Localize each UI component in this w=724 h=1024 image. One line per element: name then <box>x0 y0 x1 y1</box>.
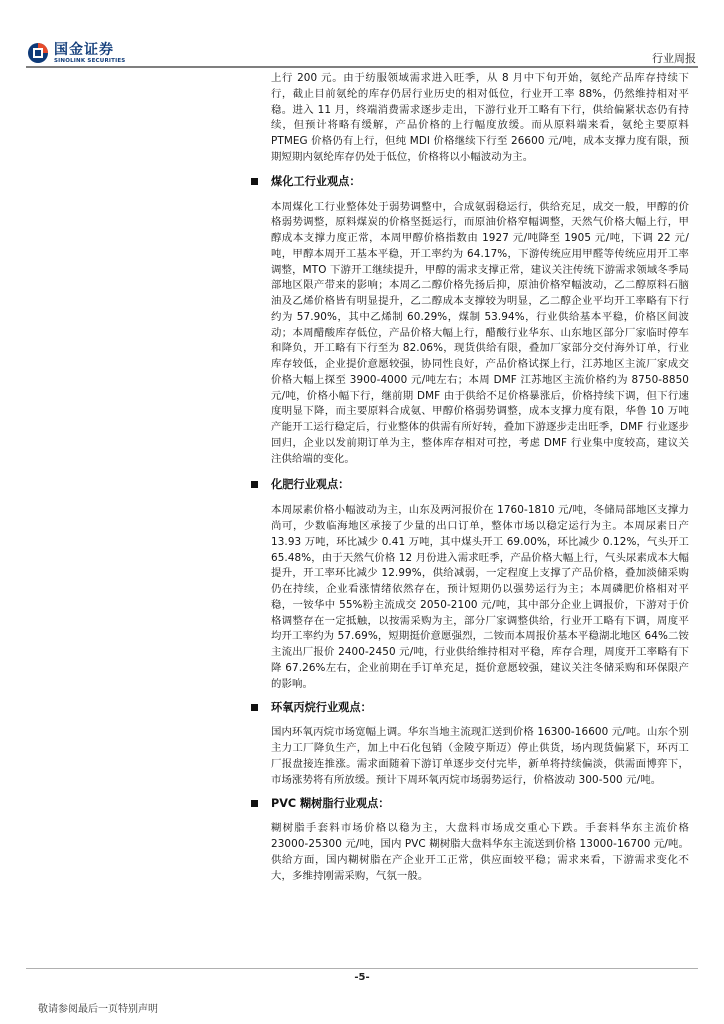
section-heading <box>271 174 689 190</box>
section-pvc-paste-resin <box>271 796 689 884</box>
section-spandex-continued <box>271 71 689 166</box>
section-paragraph: 糊树脂手套料市场价格以稳为主，大盘料市场成交重心下跌。手套料华东主流价格 23000-25300 元/吨，国内 PVC 糊树脂大盘料华东主流送到价格 13000-16700 元/吨。供给方面，国内糊树脂在产企业开工正常，供应面较平稳；需求来看，下游需求变化不 大，多维持刚需采购，气氛一般。 <box>271 822 689 882</box>
header-divider <box>26 66 698 68</box>
disclaimer-note: 敬请参阅最后一页特别声明 <box>38 1004 158 1015</box>
bullet-square-icon <box>251 800 258 807</box>
section-paragraph: 国内环氧丙烷市场宽幅上调。华东当地主流现汇送到价格 16300-16600 元/吨。山东个别主力工厂降负生产，加上中石化包销（金陵亨斯迈）停止供货，场内现货偏紧下，环丙工厂报盘接连推涨。需求面随着下游订单逐步交付完毕，新单将持续偏淡，供需面博弈下，市场涨势将有所放缓。预计下周环氧丙烷市场弱势运行，价格波动 300-500 元/吨。 <box>271 726 689 786</box>
sinolink-logo-icon <box>27 42 49 64</box>
section-propylene-oxide <box>271 700 689 788</box>
page-number: -5- <box>354 972 370 983</box>
logo-english-name: SINOLINK SECURITIES <box>54 57 126 64</box>
section-heading-text: 煤化工行业观点： <box>271 174 361 188</box>
bullet-square-icon <box>251 704 258 711</box>
section-fertilizer <box>271 477 689 692</box>
section-paragraph: 本周尿素价格小幅波动为主，山东及两河报价在 1760-1810 元/吨，冬储局部地区支撑力尚可，少数临海地区承接了少量的出口订单，整体市场以稳定运行为主。本周尿素日产 13.93 万吨，环比减少 0.41 万吨，其中煤头开工 69.00%，环比减少 0.12%，气头开工 65.48%，由于天然气价格 12 月份进入需求旺季，产品价格大幅上行，气头尿素成本大幅提升，开工率环比减少 12.99%，供给减弱，一定程度上支撑了产品价格，叠加淡储采购仍在持续，企业看涨情绪依然存在，预计短期仍以强势运行为主；本周磷肥价格相对平稳，一铵华中 55%粉主流成交 2050-2100 元/吨，其中部分企业上调报价，下游对于价格调整存在一定抵触，以按需采购为主，部分厂家调整供给，行业开工略有下调，周度平均开工率约为 57.69%，短期挺价意愿强烈，二铵而本周报价基本平稳湖北地区 64%二铵主流出厂报价 2400-2450 元/吨，行业供给维持相对平稳，库存合理，周度开工率略有下降 67.26%左右，企业前期在手订单充足，挺价意愿较强，建议关注冬储采购和环保限产的影响。 <box>271 504 689 690</box>
company-logo <box>27 38 125 68</box>
footer-divider <box>26 968 698 969</box>
section-paragraph: 上行 200 元。由于纺服领域需求进入旺季，从 8 月中下旬开始，氨纶产品库存持续下行，截止目前氨纶的库存仍居行业历史的相对低位，行业开工率 88%，仍然维持相对平稳。进入 11 月，终端消费需求逐步走出，下游行业开工略有下行，供给偏紧状态仍有持续，但预计将略有缓解，产品价格的上行幅度放缓。而从原料端来看，氨纶主要原料 PTMEG 价格仍有上行，但纯 MDI 价格继续下行至 26600 元/吨，成本支撑力度有限，预期短期内氨纶库存仍处于低位，价格将以小幅波动为主。 <box>271 72 689 163</box>
bullet-square-icon <box>251 481 258 488</box>
section-heading <box>271 796 689 812</box>
page-header <box>0 0 724 72</box>
section-heading-text: 环氧丙烷行业观点： <box>271 701 372 715</box>
section-heading <box>271 477 689 493</box>
main-content <box>271 70 689 884</box>
section-paragraph: 本周煤化工行业整体处于弱势调整中，合成氨弱稳运行，供给充足，成交一般，甲醇的价格弱势调整，原料煤炭的价格坚挺运行，而原油价格窄幅调整，天然气价格大幅上行，甲醇成本支撑力度正常，本周甲醇价格指数由 1927 元/吨降至 1905 元/吨，下调 22 元/吨，甲醇本周开工基本平稳，开工率约为 64.17%，下游传统应用甲醛等传统应用开工率调整，MTO 下游开工继续提升，甲醇的需求支撑正常，建议关注传统下游需求领域冬季局部地区限产带来的影响；本周乙二醇价格先扬后抑，原油价格窄幅波动，乙二醇原料石脑油及乙烯价格皆有明显提升，乙二醇成本支撑较为明显，乙二醇企业平均开工率略有下行约为 57.90%，其中乙烯制 60.29%，煤制 53.94%，行业供给基本平稳，价格区间波动；本周醋酸库存低位，产品价格大幅上行，醋酸行业华东、山东地区部分厂家临时停车和降负，开工略有下行至为 82.06%，现货供给有限，叠加厂家部分交付海外订单，行业库存较低，企业提价意愿较强，协同性良好，产品价格试探上行，江苏地区主流厂家成交价格大幅上探至 3900-4000 元/吨左右；本周 DMF 江苏地区主流价格约为 8750-8850 元/吨，价格小幅下行，继前期 DMF 由于供给不足价格暴涨后，价格持续下调，但下行速度明显下降，而主要原料合成氨、甲醇价格弱势调整，成本支撑力度有限，华鲁 10 万吨产能开工运行稳定后，行业整体的供需有所好转，叠加下游逐步走出旺季，DMF 行业逐步回归，企业以发前期订单为主，整体库存相对可控，考虑 DMF 行业集中度较高，建议关注供给端的变化。 <box>271 200 689 465</box>
logo-chinese-name: 国金证券 <box>54 41 114 58</box>
bullet-square-icon <box>251 178 258 185</box>
section-heading-text: PVC 糊树脂行业观点： <box>271 797 390 811</box>
section-coal-chemical <box>271 174 689 468</box>
report-type-label: 行业周报 <box>652 52 696 65</box>
section-heading <box>271 700 689 716</box>
section-heading-text: 化肥行业观点： <box>271 478 350 492</box>
